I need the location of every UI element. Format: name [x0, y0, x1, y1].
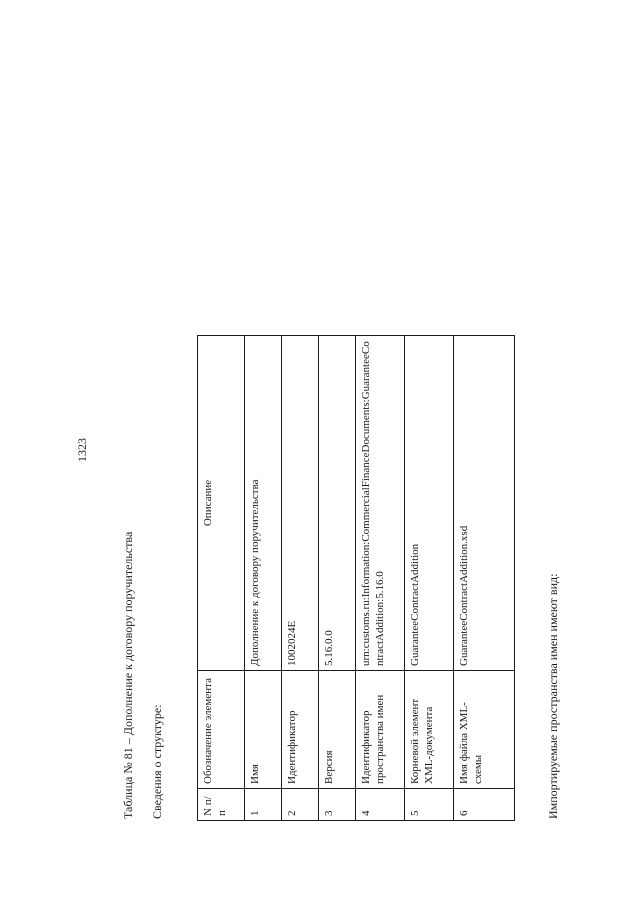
- cell-element: Корневой элемент XML-документа: [405, 671, 454, 789]
- table-row: [282, 336, 319, 821]
- cell-num: 2: [282, 789, 319, 821]
- cell-description: GuaranteeContractAddition.xsd: [454, 336, 515, 671]
- cell-element: Имя файла XML-схемы: [454, 671, 515, 789]
- cell-element: Идентификатор: [282, 671, 319, 789]
- cell-description: urn:customs.ru:Information:CommercialFinanceDocuments:GuaranteeContractAddition:5.16.0: [356, 336, 405, 671]
- structure-intro: Сведения о структуре:: [150, 704, 164, 819]
- table-row: [356, 336, 405, 821]
- header-element: Обозначение элемента: [198, 671, 245, 789]
- table-row: [454, 336, 515, 821]
- cell-element: Имя: [245, 671, 282, 789]
- cell-description: Дополнение к договору поручительства: [245, 336, 282, 671]
- table-caption: Таблица № 81 – Дополнение к договору поручительства: [121, 531, 135, 819]
- table-row: [319, 336, 356, 821]
- cell-num: 3: [319, 789, 356, 821]
- table-row: [405, 336, 454, 821]
- imports-intro: Импортируемые пространства имен имеют вид:: [546, 573, 560, 819]
- cell-element: Идентификатор пространства имен: [356, 671, 405, 789]
- cell-element: Версия: [319, 671, 356, 789]
- page-number: 1323: [75, 438, 89, 462]
- table-row: [245, 336, 282, 821]
- structure-table: [197, 335, 515, 821]
- header-num: N п/п: [198, 789, 245, 821]
- cell-description: GuaranteeContractAddition: [405, 336, 454, 671]
- table-header-row: [198, 336, 245, 821]
- cell-num: 5: [405, 789, 454, 821]
- cell-num: 4: [356, 789, 405, 821]
- cell-num: 1: [245, 789, 282, 821]
- header-description: Описание: [198, 336, 245, 671]
- cell-description: 5.16.0.0: [319, 336, 356, 671]
- cell-description: 1002024E: [282, 336, 319, 671]
- cell-num: 6: [454, 789, 515, 821]
